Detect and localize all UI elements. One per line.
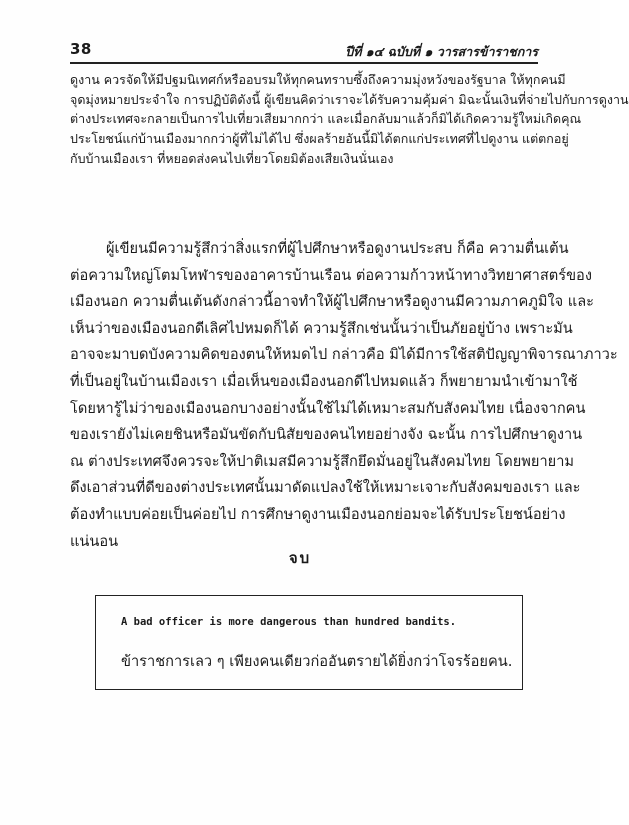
text-line: ผู้เขียนมีความรู้สึกว่าสิ่งแรกที่ผู้ไปศึกษาหรือดูงานประสบ ก็คือ ความตื่นเต้น bbox=[106, 240, 569, 257]
header-rule bbox=[70, 62, 538, 64]
page-header bbox=[70, 40, 538, 62]
quote-thai: ข้าราชการเลว ๆ เพียงคนเดียวก่ออันตรายได้ยิ่งกว่าโจรร้อยคน. bbox=[121, 653, 513, 670]
text-line: กับบ้านเมืองเรา ที่หยอดส่งคนไปเที่ยวโดยมิต้องเสียเงินนั่นเอง bbox=[70, 150, 394, 166]
page-number: 38 bbox=[70, 40, 92, 58]
text-line: โดยหารู้ไม่ว่าของเมืองนอกบางอย่างนั้นใช้ไม่ได้เหมาะสมกับสังคมไทย เนื่องจากคน bbox=[70, 399, 586, 417]
text-line: เมืองนอก ความตื่นเต้นดังกล่าวนี้อาจทำให้ผู้ไปศึกษาหรือดูงานมีความภาคภูมิใจ และ bbox=[70, 293, 594, 311]
text-line: เห็นว่าของเมืองนอกดีเลิศไปหมดก็ได้ ความรู้สึกเช่นนั้นว่าเป็นภัยอยู่บ้าง เพราะมัน bbox=[70, 319, 573, 337]
text-line: ณ ต่างประเทศจึงควรจะให้ปาติเมสมีความรู้สึกยึดมั่นอยู่ในสังคมไทย โดยพยายาม bbox=[70, 452, 575, 470]
running-head: ปีที่ ๑๔ ฉบับที่ ๑ วารสารข้าราชการ bbox=[345, 44, 538, 59]
end-mark: จบ bbox=[288, 549, 312, 567]
paragraph-2 bbox=[70, 236, 618, 555]
text-line: ต่อความใหญ่โตมโหฬารของอาคารบ้านเรือน ต่อความก้าวหน้าทางวิทยาศาสตร์ของ bbox=[70, 266, 592, 284]
paragraph-1 bbox=[70, 70, 629, 169]
quote-english: A bad officer is more dangerous than hundred bandits. bbox=[121, 616, 457, 628]
text-line: จุดมุ่งหมายประจำใจ การปฏิบัติดังนี้ ผู้เขียนคิดว่าเราจะได้รับความคุ้มค่า มิฉะนั้นเงินที่จ่ายไปกับการดูงาน bbox=[70, 91, 629, 107]
text-line: ของเรายังไม่เคยชินหรือมันขัดกับนิสัยของคนไทยอย่างจัง ฉะนั้น การไปศึกษาดูงาน bbox=[70, 426, 583, 444]
text-line: อาจจะมาบดบังความคิดของตนให้หมดไป กล่าวคือ มิได้มีการใช้สติปัญญาพิจารณาภาวะ bbox=[70, 346, 618, 364]
text-line: ดูงาน ควรจัดให้มีปฐมนิเทศก์หรืออบรมให้ทุกคนทราบซึ้งถึงความมุ่งหวังของรัฐบาล ให้ทุกคนมี bbox=[70, 72, 566, 87]
text-line: ต้องทำแบบค่อยเป็นค่อยไป การศึกษาดูงานเมืองนอกย่อมจะได้รับประโยชน์อย่าง bbox=[70, 505, 566, 523]
text-line: ที่เป็นอยู่ในบ้านเมืองเรา เมื่อเห็นของเมืองนอกดีไปหมดแล้ว ก็พยายามนำเข้ามาใช้ bbox=[70, 372, 578, 390]
text-line: แน่นอน bbox=[70, 532, 119, 550]
text-line: ดึงเอาส่วนที่ดีของต่างประเทศนั้นมาดัดแปลงใช้ให้เหมาะเจาะกับสังคมของเรา และ bbox=[70, 479, 581, 497]
quote-box bbox=[95, 595, 523, 690]
text-line: ประโยชน์แก่บ้านเมืองมากกว่าผู้ที่ไม่ได้ไป ซึ่งผลร้ายอันนี้มิได้ตกแก่ประเทศที่ไปดูงาน แต่ตกอยู่ bbox=[70, 131, 569, 147]
text-line: ต่างประเทศจะกลายเป็นการไปเที่ยวเสียมากกว่า และเมื่อกลับมาแล้วก็มิได้เกิดความรู้ใหม่เกิดคุณ bbox=[70, 111, 582, 127]
